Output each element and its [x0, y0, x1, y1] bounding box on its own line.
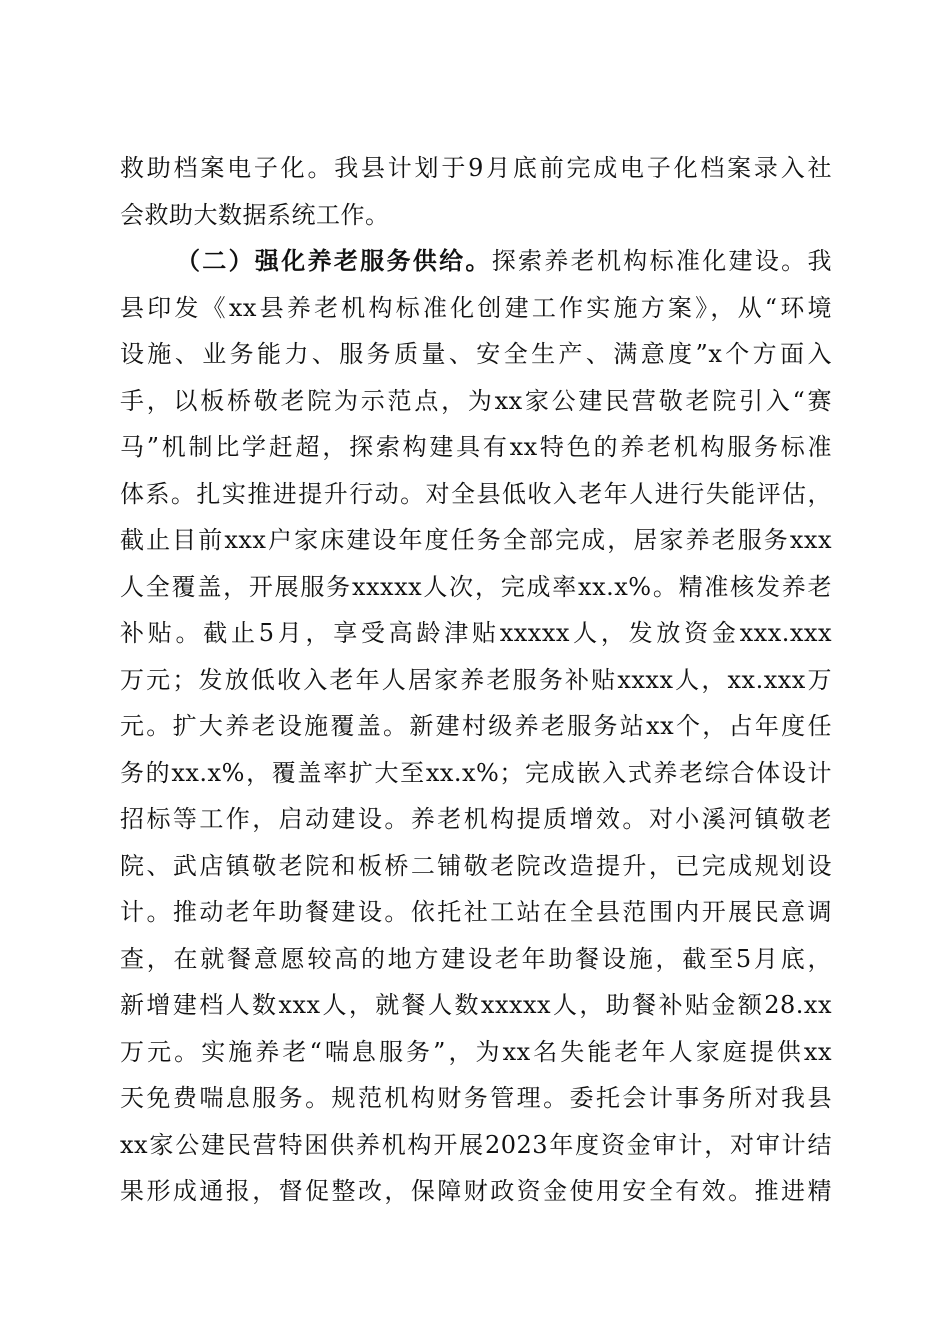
- text-line: 天免费喘息服务。规范机构财务管理。委托会计事务所对我县: [120, 1084, 832, 1112]
- text-line: 务的xx.x%，覆盖率扩大至xx.x%；完成嵌入式养老综合体设计: [120, 758, 832, 787]
- text-line: 查，在就餐意愿较高的地方建设老年助餐设施，截至5月底，: [120, 944, 832, 973]
- text-line: 新增建档人数xxx人，就餐人数xxxxx人，助餐补贴金额28.xx: [120, 991, 832, 1019]
- section-heading: （二）强化养老服务供给。: [176, 246, 492, 275]
- text-line: xx家公建民营特困供养机构开展2023年度资金审计，对审计结: [120, 1130, 832, 1159]
- text-line: [120, 238, 832, 285]
- text-line: 县印发《xx县养老机构标准化创建工作实施方案》，从“环境: [120, 293, 832, 322]
- text-line: 手，以板桥敬老院为示范点，为xx家公建民营敬老院引入“赛: [120, 386, 832, 415]
- text-line: 元。扩大养老设施覆盖。新建村级养老服务站xx个，占年度任: [120, 712, 832, 740]
- text-line: 马”机制比学赶超，探索构建具有xx特色的养老机构服务标准: [120, 433, 832, 461]
- text-line: 设施、业务能力、服务质量、安全生产、满意度”x个方面入: [120, 340, 832, 368]
- text-run: 探索养老机构标准化建设。我: [491, 247, 832, 275]
- text-line: 招标等工作，启动建设。养老机构提质增效。对小溪河镇敬老: [120, 805, 832, 833]
- text-line: 会救助大数据系统工作。: [120, 200, 390, 229]
- text-line: 体系。扎实推进提升行动。对全县低收入老年人进行失能评估，: [120, 479, 832, 508]
- body-text: [120, 145, 832, 1215]
- text-line: 万元。实施养老“喘息服务”，为xx名失能老年人家庭提供xx: [120, 1037, 832, 1066]
- text-line: 人全覆盖，开展服务xxxxx人次，完成率xx.x%。精准核发养老: [120, 572, 832, 601]
- text-line: 救助档案电子化。我县计划于9月底前完成电子化档案录入社: [120, 154, 832, 182]
- text-line: 果形成通报，督促整改，保障财政资金使用安全有效。推进精: [120, 1177, 832, 1205]
- text-line: 截止目前xxx户家床建设年度任务全部完成，居家养老服务xxx: [120, 526, 832, 554]
- text-line: 补贴。截止5月，享受高龄津贴xxxxx人，发放资金xxx.xxx: [120, 619, 832, 647]
- text-line: 万元；发放低收入老年人居家养老服务补贴xxxx人，xx.xxx万: [120, 665, 832, 694]
- text-line: 计。推动老年助餐建设。依托社工站在全县范围内开展民意调: [120, 898, 832, 926]
- text-line: 院、武店镇敬老院和板桥二铺敬老院改造提升，已完成规划设: [120, 851, 832, 880]
